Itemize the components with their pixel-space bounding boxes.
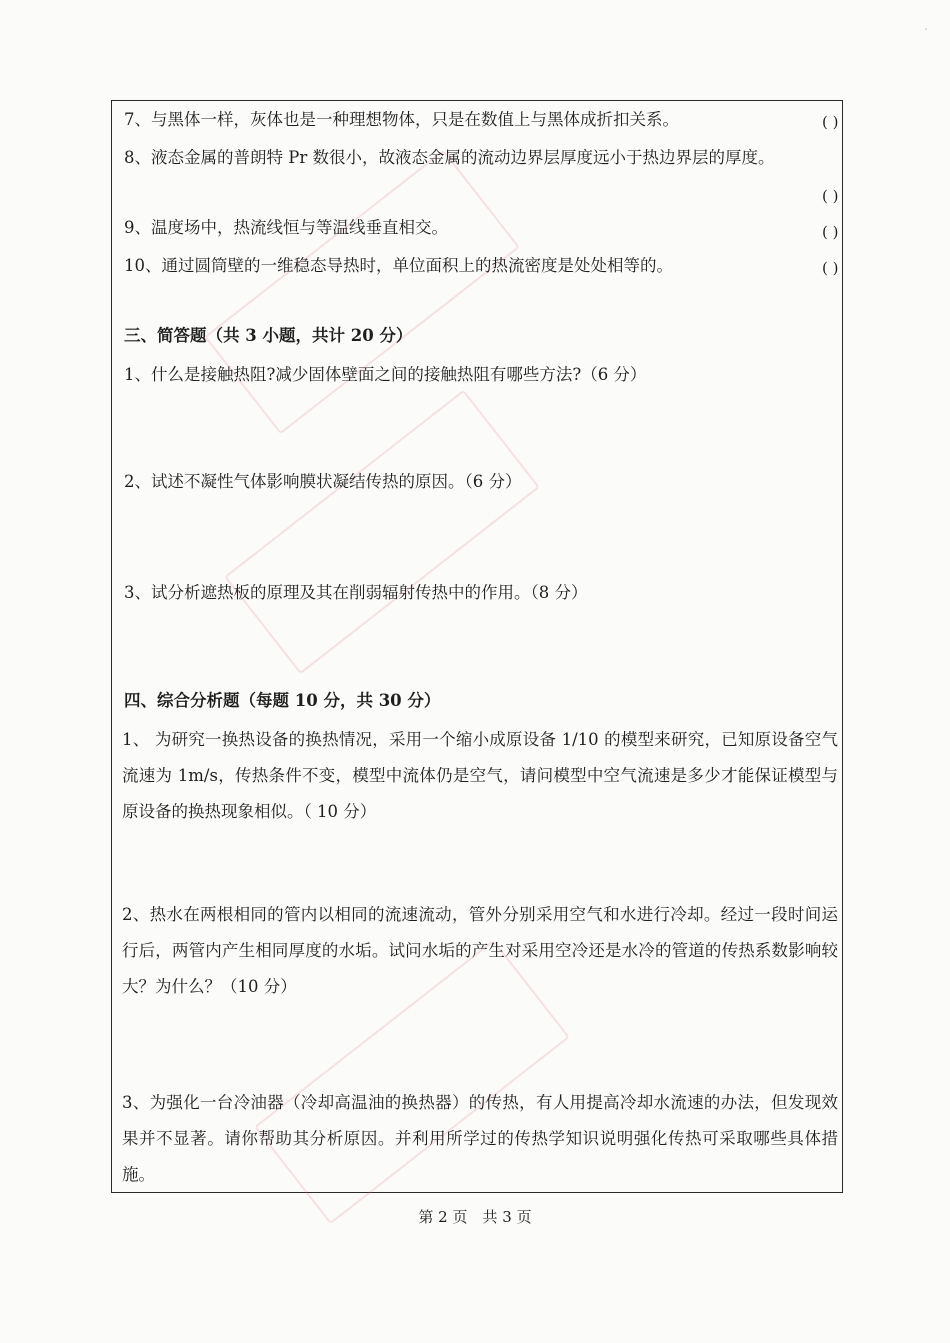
section-3-question-2: 2、试述不凝性气体影响膜状凝结传热的原因。（6 分） xyxy=(124,472,522,491)
question-7: 7、与黑体一样，灰体也是一种理想物体，只是在数值上与黑体成折扣关系。 xyxy=(124,110,679,129)
answer-blank-10: ( ) xyxy=(822,259,839,277)
answer-blank-7: ( ) xyxy=(822,113,839,131)
section-3-title: 三、简答题（共 3 小题，共计 20 分） xyxy=(124,326,413,345)
corner-mark: ′ xyxy=(925,28,928,39)
section-4-question-1: 1、 为研究一换热设备的换热情况，采用一个缩小成原设备 1/10 的模型来研究，已知原设备空气流速为 1m/s，传热条件不变，模型中流体仍是空气，请问模型中空气流速是多少才能保证模型与原设备的换热现象相似。（ 10 分） xyxy=(122,730,838,821)
section-4-question-2: 2、热水在两根相同的管内以相同的流速流动，管外分别采用空气和水进行冷却。经过一段时间运行后，两管内产生相同厚度的水垢。试问水垢的产生对采用空冷还是水冷的管道的传热系数影响较大？为什么？（10 分） xyxy=(122,905,838,996)
section-4-title: 四、综合分析题（每题 10 分，共 30 分） xyxy=(124,691,441,710)
section-3-question-3: 3、试分析遮热板的原理及其在削弱辐射传热中的作用。（8 分） xyxy=(124,583,588,602)
section-4-question-3: 3、为强化一台冷油器（冷却高温油的换热器）的传热，有人用提高冷却水流速的办法，但发现效果并不显著。请你帮助其分析原因。并利用所学过的传热学知识说明强化传热可采取哪些具体措施。 xyxy=(122,1093,838,1184)
question-10: 10、通过圆筒壁的一维稳态导热时，单位面积上的热流密度是处处相等的。 xyxy=(124,256,673,275)
question-8: 8、液态金属的普朗特 Pr 数很小，故液态金属的流动边界层厚度远小于热边界层的厚度。 xyxy=(124,148,775,167)
answer-blank-8: ( ) xyxy=(822,187,839,205)
page-number: 第 2 页 共 3 页 xyxy=(418,1208,532,1226)
section-3-question-1: 1、什么是接触热阻?减少固体壁面之间的接触热阻有哪些方法?（6 分） xyxy=(124,365,647,384)
answer-blank-9: ( ) xyxy=(822,223,839,241)
question-9: 9、温度场中，热流线恒与等温线垂直相交。 xyxy=(124,218,448,237)
